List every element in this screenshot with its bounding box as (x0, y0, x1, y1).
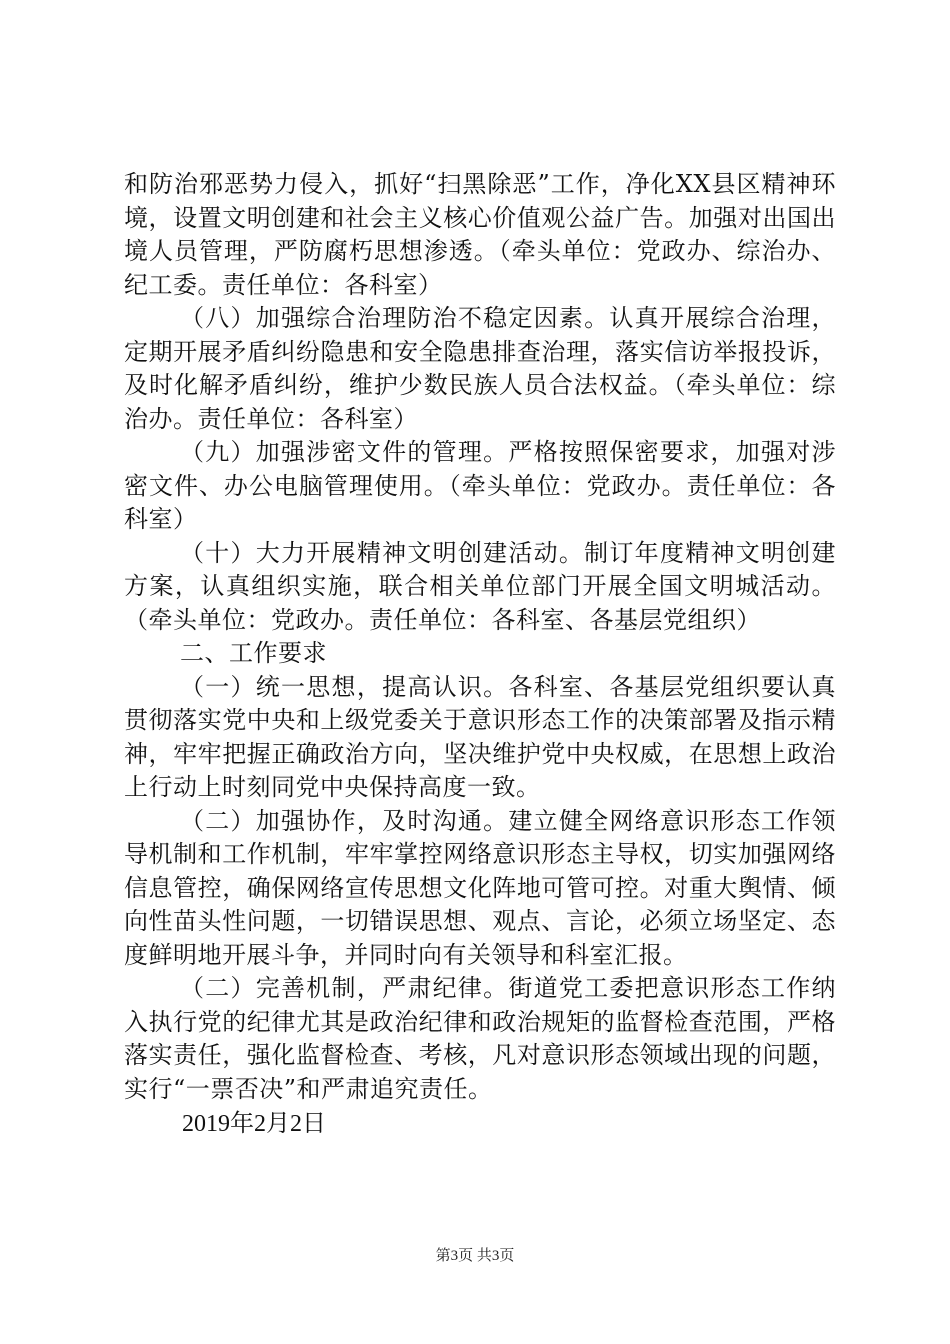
paragraph-item-10: （十）大力开展精神文明创建活动。制订年度精神文明创建方案，认真组织实施，联合相关单位部门开展全国文明城活动。（牵头单位：党政办。责任单位：各科室、各基层党组织） (124, 538, 836, 634)
paragraph-item-9: （九）加强涉密文件的管理。严格按照保密要求，加强对涉密文件、办公电脑管理使用。（牵头单位：党政办。责任单位：各科室） (124, 438, 836, 533)
page-number-label: 第3页 共3页 (435, 1248, 515, 1264)
paragraph-requirement-3: （二）完善机制，严肃纪律。街道党工委把意识形态工作纳入执行党的纪律尤其是政治纪律和政治规矩的监督检查范围，严格落实责任，强化监督检查、考核，凡对意识形态领域出现的问题，实行“一票否决”和严肃追究责任。 (124, 974, 836, 1103)
paragraph-requirement-1: （一）统一思想，提高认识。各科室、各基层党组织要认真贯彻落实党中央和上级党委关于意识形态工作的决策部署及指示精神，牢牢把握正确政治方向，坚决维护党中央权威，在思想上政治上行动上时刻同党中央保持高度一致。 (124, 672, 836, 801)
document-body (124, 168, 836, 1142)
paragraph-requirement-2: （二）加强协作，及时沟通。建立健全网络意识形态工作领导机制和工作机制，牢牢掌控网络意识形态主导权，切实加强网络信息管控，确保网络宣传思想文化阵地可管可控。对重大舆情、倾向性苗头性问题，一切错误思想、观点、言论，必须立场坚定、态度鲜明地开展斗争，并同时向有关领导和科室汇报。 (124, 806, 836, 969)
page-footer (0, 1244, 950, 1265)
section-heading-work-requirements: 二、工作要求 (180, 639, 327, 667)
paragraph-continuation: 和防治邪恶势力侵入，抓好“扫黑除恶”工作，净化XX县区精神环境，设置文明创建和社会主义核心价值观公益广告。加强对出国出境人员管理，严防腐朽思想渗透。（牵头单位：党政办、综治办、纪工委。责任单位：各科室） (124, 170, 836, 299)
document-date: 2019年2月2日 (182, 1111, 326, 1137)
paragraph-item-8: （八）加强综合治理防治不稳定因素。认真开展综合治理，定期开展矛盾纠纷隐患和安全隐患排查治理，落实信访举报投诉，及时化解矛盾纠纷，维护少数民族人员合法权益。（牵头单位：综治办。责任单位：各科室） (124, 304, 836, 433)
